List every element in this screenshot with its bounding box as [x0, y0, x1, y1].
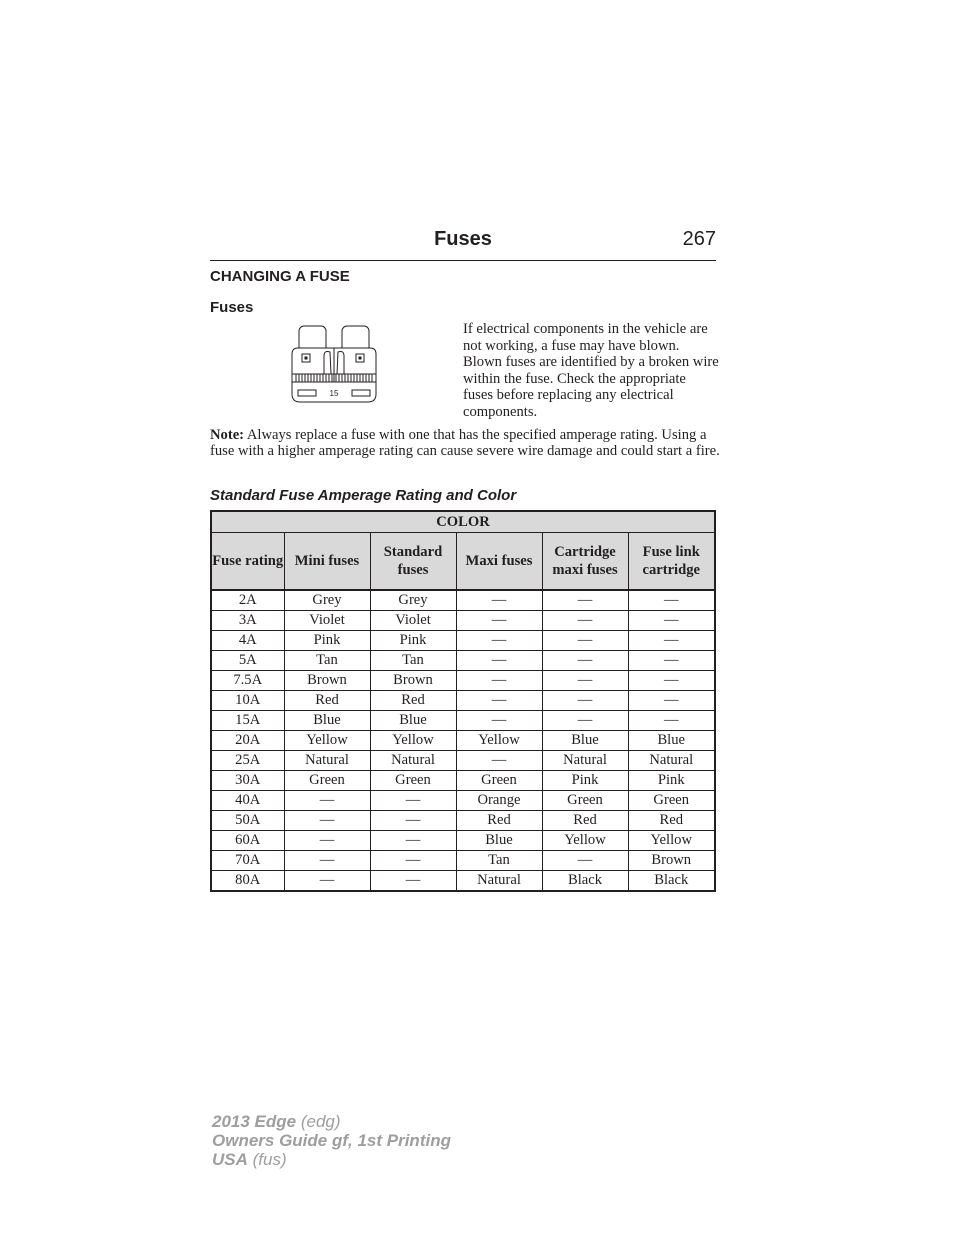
fuse-color-cell: Yellow — [456, 731, 542, 751]
fuse-color-cell: Natural — [284, 751, 370, 771]
fuse-color-cell: Pink — [628, 771, 715, 791]
fuse-rating-cell: 30A — [211, 771, 284, 791]
fuse-color-cell: Yellow — [284, 731, 370, 751]
fuse-color-cell: — — [456, 691, 542, 711]
fuse-color-cell: — — [370, 831, 456, 851]
footer-region: USA — [212, 1150, 248, 1169]
table-row — [211, 731, 715, 751]
fuse-color-cell: Black — [542, 871, 628, 892]
fuse-rating-cell: 10A — [211, 691, 284, 711]
fuse-color-cell: Grey — [370, 590, 456, 611]
table-body — [211, 590, 715, 891]
fuse-color-cell: — — [628, 671, 715, 691]
fuse-color-cell: Tan — [370, 651, 456, 671]
fuse-color-cell: — — [542, 611, 628, 631]
fuse-rating-cell: 5A — [211, 651, 284, 671]
fuse-color-cell: Black — [628, 871, 715, 892]
footer-line-model — [212, 1112, 451, 1131]
fuse-color-cell: Violet — [370, 611, 456, 631]
fuse-rating-cell: 4A — [211, 631, 284, 651]
table-row — [211, 651, 715, 671]
table-row — [211, 611, 715, 631]
fuse-color-cell: — — [542, 711, 628, 731]
table-row — [211, 631, 715, 651]
fuse-color-cell: — — [370, 871, 456, 892]
fuse-color-cell: — — [284, 811, 370, 831]
fuse-color-cell: — — [628, 611, 715, 631]
fuse-color-cell: — — [456, 651, 542, 671]
fuse-color-cell: Blue — [284, 711, 370, 731]
fuse-color-cell: Violet — [284, 611, 370, 631]
fuse-color-cell: Pink — [542, 771, 628, 791]
subheading-fuses: Fuses — [210, 299, 254, 316]
fuse-color-table — [210, 510, 716, 892]
note-paragraph — [210, 427, 720, 460]
fuse-color-cell: Blue — [370, 711, 456, 731]
fuse-color-cell: Brown — [628, 851, 715, 871]
section-title: Fuses — [434, 228, 492, 250]
fuse-color-cell: — — [628, 711, 715, 731]
note-text: Always replace a fuse with one that has the specified amperage rating. Using a fuse with a higher amperage rating can cause severe wire damage and could start a fire. — [210, 427, 720, 460]
fuse-color-cell: Orange — [456, 791, 542, 811]
fuse-color-cell: Pink — [284, 631, 370, 651]
fuse-color-cell: Yellow — [542, 831, 628, 851]
column-header: Maxi fuses — [456, 533, 542, 591]
color-group-header: COLOR — [211, 511, 715, 533]
table-row — [211, 671, 715, 691]
table-row — [211, 831, 715, 851]
fuse-color-cell: — — [456, 611, 542, 631]
page-number: 267 — [682, 228, 716, 250]
fuse-color-cell: — — [456, 671, 542, 691]
fuse-color-cell: — — [628, 590, 715, 611]
fuse-amperage-label: 15 — [329, 389, 339, 398]
footer-region-code: (fus) — [247, 1150, 287, 1169]
column-header: Standard fuses — [370, 533, 456, 591]
fuse-color-cell: — — [542, 590, 628, 611]
footer-line-region — [212, 1150, 451, 1169]
fuse-color-cell: Yellow — [628, 831, 715, 851]
fuse-rating-cell: 80A — [211, 871, 284, 892]
fuse-color-cell: Green — [370, 771, 456, 791]
note-label: Note: — [210, 427, 245, 443]
column-header-row — [211, 533, 715, 591]
fuse-color-cell: — — [284, 791, 370, 811]
fuse-color-cell: — — [456, 590, 542, 611]
fuse-color-cell: — — [628, 631, 715, 651]
table-row — [211, 811, 715, 831]
fuse-rating-cell: 2A — [211, 590, 284, 611]
table-row — [211, 711, 715, 731]
fuse-color-cell: Green — [542, 791, 628, 811]
fuse-color-cell: — — [628, 651, 715, 671]
page-footer — [212, 1112, 451, 1169]
table-row — [211, 751, 715, 771]
fuse-rating-cell: 20A — [211, 731, 284, 751]
table-row — [211, 871, 715, 892]
fuse-color-cell: — — [542, 631, 628, 651]
fuse-color-cell: — — [456, 751, 542, 771]
table-row — [211, 590, 715, 611]
fuse-color-cell: Red — [456, 811, 542, 831]
fuse-color-cell: — — [370, 791, 456, 811]
fuse-color-cell: Natural — [370, 751, 456, 771]
table-title: Standard Fuse Amperage Rating and Color — [210, 487, 517, 504]
fuse-rating-cell: 7.5A — [211, 671, 284, 691]
fuse-rating-cell: 15A — [211, 711, 284, 731]
fuse-color-cell: — — [370, 811, 456, 831]
page-header — [210, 228, 716, 261]
fuse-color-cell: — — [284, 871, 370, 892]
fuse-color-cell: Natural — [542, 751, 628, 771]
fuse-color-cell: — — [284, 831, 370, 851]
fuse-color-cell: Red — [628, 811, 715, 831]
fuse-color-cell: Tan — [456, 851, 542, 871]
fuse-color-cell: Red — [542, 811, 628, 831]
fuse-rating-cell: 25A — [211, 751, 284, 771]
fuse-color-cell: Red — [284, 691, 370, 711]
fuse-rating-cell: 40A — [211, 791, 284, 811]
fuse-color-cell: Red — [370, 691, 456, 711]
fuse-color-cell: — — [542, 691, 628, 711]
fuse-color-cell: Natural — [628, 751, 715, 771]
table-row — [211, 851, 715, 871]
table-row — [211, 691, 715, 711]
fuse-color-cell: — — [456, 711, 542, 731]
column-header: Fuse rating — [211, 533, 284, 591]
fuse-color-cell: Pink — [370, 631, 456, 651]
footer-line-guide: Owners Guide gf, 1st Printing — [212, 1131, 451, 1150]
fuse-color-cell: Blue — [542, 731, 628, 751]
fuse-color-cell: Grey — [284, 590, 370, 611]
heading-changing-a-fuse: CHANGING A FUSE — [210, 268, 350, 285]
fuse-color-cell: — — [284, 851, 370, 871]
fuse-rating-cell: 50A — [211, 811, 284, 831]
fuse-color-cell: Blue — [456, 831, 542, 851]
table-row — [211, 771, 715, 791]
fuse-rating-cell: 3A — [211, 611, 284, 631]
fuse-color-cell: — — [542, 851, 628, 871]
fuse-color-cell: Brown — [370, 671, 456, 691]
fuse-color-cell: Tan — [284, 651, 370, 671]
fuse-color-cell: — — [456, 631, 542, 651]
fuse-color-cell: Blue — [628, 731, 715, 751]
fuse-color-cell: Natural — [456, 871, 542, 892]
fuse-color-cell: — — [542, 651, 628, 671]
fuse-color-cell: Brown — [284, 671, 370, 691]
table-row — [211, 791, 715, 811]
fuse-color-cell: Yellow — [370, 731, 456, 751]
fuse-color-cell: Green — [284, 771, 370, 791]
fuse-rating-cell: 60A — [211, 831, 284, 851]
fuse-color-cell: — — [628, 691, 715, 711]
footer-model: 2013 Edge — [212, 1112, 297, 1131]
column-header: Cartridge maxi fuses — [542, 533, 628, 591]
column-header: Fuse link cartridge — [628, 533, 715, 591]
fuse-rating-cell: 70A — [211, 851, 284, 871]
footer-model-code: (edg) — [296, 1112, 341, 1131]
fuse-color-cell: Green — [456, 771, 542, 791]
intro-paragraph: If electrical components in the vehicle are not working, a fuse may have blown. Blown fuses are identified by a broken wire within the fuse. Check the appropriate fuses before replacing any electrical components. — [463, 321, 719, 420]
fuse-color-cell: — — [370, 851, 456, 871]
column-header: Mini fuses — [284, 533, 370, 591]
fuse-color-cell: Green — [628, 791, 715, 811]
fuse-color-cell: — — [542, 671, 628, 691]
fuse-illustration — [286, 324, 382, 406]
